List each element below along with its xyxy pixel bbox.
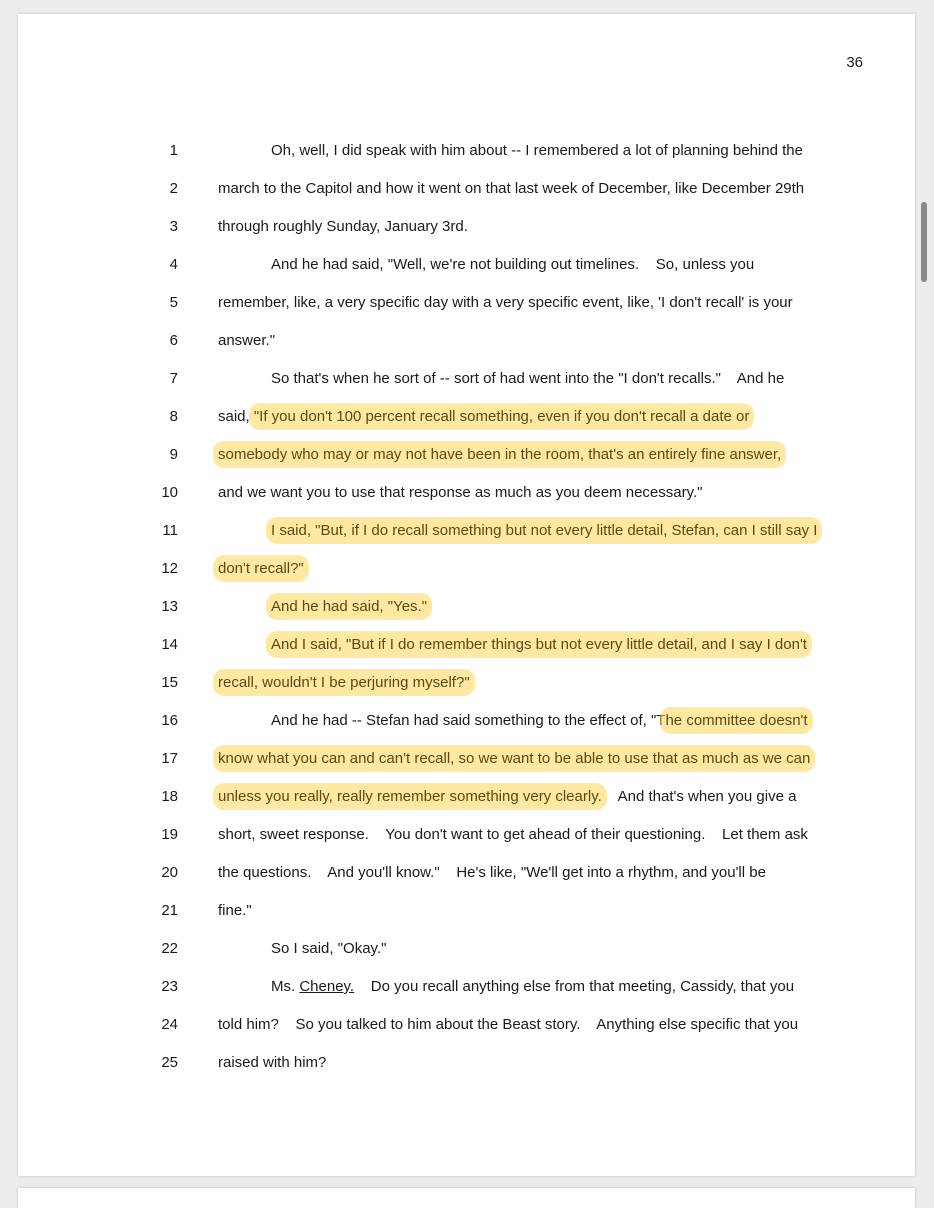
speaker-name: Cheney. bbox=[299, 978, 355, 995]
line-text bbox=[218, 560, 891, 578]
transcript-line bbox=[18, 894, 915, 932]
transcript-line bbox=[18, 628, 915, 666]
line-number: 24 bbox=[161, 1016, 178, 1033]
line-text: Ms. Cheney. Do you recall anything else from that meeting, Cassidy, that you bbox=[271, 978, 795, 995]
transcript-line bbox=[18, 134, 915, 172]
transcript-line bbox=[18, 286, 915, 324]
line-number: 18 bbox=[161, 788, 178, 805]
line-text: And he had said, "Well, we're not building out timelines. So, unless you bbox=[271, 256, 755, 273]
line-number: 10 bbox=[161, 484, 178, 501]
transcript-line bbox=[18, 172, 915, 210]
line-text: And he had -- Stefan had said something to the effect of, "The committee doesn't bbox=[271, 712, 808, 729]
transcript-line bbox=[18, 970, 915, 1008]
transcript-line bbox=[18, 324, 915, 362]
line-number: 14 bbox=[161, 636, 178, 653]
line-text bbox=[271, 522, 891, 540]
highlighted-text: "If you don't 100 percent recall something, even if you don't recall a date or bbox=[253, 408, 750, 425]
transcript-line bbox=[18, 514, 915, 552]
transcript-line bbox=[18, 400, 915, 438]
line-text: So I said, "Okay." bbox=[271, 940, 387, 957]
line-number: 4 bbox=[169, 256, 178, 273]
line-number: 3 bbox=[169, 218, 178, 235]
line-text: said, "If you don't 100 percent recall something, even if you don't recall a date or bbox=[218, 408, 750, 425]
line-text: remember, like, a very specific day with a very specific event, like, 'I don't recall' is your bbox=[218, 294, 793, 311]
transcript-line bbox=[18, 1046, 915, 1084]
line-text: and we want you to use that response as much as you deem necessary." bbox=[218, 484, 703, 501]
transcript-line bbox=[18, 1008, 915, 1046]
transcript-line bbox=[18, 210, 915, 248]
highlighted-text: And I said, "But if I do remember things but not every little detail, and I say I don't bbox=[271, 636, 807, 653]
transcript-line bbox=[18, 818, 915, 856]
line-number: 2 bbox=[169, 180, 178, 197]
line-text: short, sweet response. You don't want to get ahead of their questioning. Let them ask bbox=[218, 826, 808, 843]
transcript-line bbox=[18, 704, 915, 742]
highlighted-text: somebody who may or may not have been in the room, that's an entirely fine answer, bbox=[218, 446, 782, 463]
highlighted-text: don't recall?" bbox=[218, 560, 304, 577]
vertical-scrollbar[interactable] bbox=[920, 14, 930, 1176]
transcript-line bbox=[18, 362, 915, 400]
line-number: 13 bbox=[161, 598, 178, 615]
line-text bbox=[218, 446, 891, 464]
line-number: 6 bbox=[169, 332, 178, 349]
line-number: 8 bbox=[169, 408, 178, 425]
line-text: Oh, well, I did speak with him about -- I remembered a lot of planning behind the bbox=[271, 142, 803, 159]
transcript-line bbox=[18, 780, 915, 818]
next-page-edge bbox=[18, 1188, 915, 1208]
line-text: raised with him? bbox=[218, 1054, 327, 1071]
line-text: So that's when he sort of -- sort of had went into the "I don't recalls." And he bbox=[271, 370, 785, 387]
line-number: 21 bbox=[161, 902, 178, 919]
transcript-line bbox=[18, 742, 915, 780]
line-number: 22 bbox=[161, 940, 178, 957]
document-page bbox=[18, 14, 915, 1176]
line-number: 17 bbox=[161, 750, 178, 767]
line-number: 20 bbox=[161, 864, 178, 881]
line-number: 5 bbox=[169, 294, 178, 311]
line-number: 9 bbox=[169, 446, 178, 463]
transcript-line bbox=[18, 932, 915, 970]
scrollbar-thumb[interactable] bbox=[921, 202, 927, 282]
transcript-line bbox=[18, 248, 915, 286]
transcript-line bbox=[18, 856, 915, 894]
line-text: unless you really, really remember something very clearly. And that's when you give a bbox=[218, 788, 797, 805]
line-number: 23 bbox=[161, 978, 178, 995]
line-text: the questions. And you'll know." He's like, "We'll get into a rhythm, and you'll be bbox=[218, 864, 766, 881]
line-number: 12 bbox=[161, 560, 178, 577]
transcript-line bbox=[18, 590, 915, 628]
line-text bbox=[218, 674, 891, 692]
line-number: 25 bbox=[161, 1054, 178, 1071]
line-number: 7 bbox=[169, 370, 178, 387]
line-number: 19 bbox=[161, 826, 178, 843]
transcript-line bbox=[18, 476, 915, 514]
line-number: 15 bbox=[161, 674, 178, 691]
line-text: through roughly Sunday, January 3rd. bbox=[218, 218, 468, 235]
highlighted-text: And he had said, "Yes." bbox=[271, 598, 428, 615]
line-text: told him? So you talked to him about the Beast story. Anything else specific that you bbox=[218, 1016, 799, 1033]
line-number: 11 bbox=[162, 522, 178, 539]
highlighted-text: know what you can and can't recall, so we want to be able to use that as much as we can bbox=[218, 750, 811, 767]
line-text bbox=[218, 750, 891, 768]
highlighted-text: recall, wouldn't I be perjuring myself?" bbox=[218, 674, 470, 691]
highlighted-text: I said, "But, if I do recall something but not every little detail, Stefan, can I still say I bbox=[271, 522, 818, 539]
line-number: 16 bbox=[161, 712, 178, 729]
transcript-line bbox=[18, 438, 915, 476]
line-number: 1 bbox=[169, 142, 178, 159]
highlighted-text: he committee doesn't bbox=[665, 712, 808, 729]
transcript-line bbox=[18, 666, 915, 704]
line-text: march to the Capitol and how it went on that last week of December, like December 29th bbox=[218, 180, 805, 197]
page-number: 36 bbox=[846, 54, 863, 71]
line-text: fine." bbox=[218, 902, 252, 919]
line-text bbox=[271, 636, 891, 654]
highlighted-text: unless you really, really remember something very clearly. bbox=[218, 788, 602, 805]
transcript-line bbox=[18, 552, 915, 590]
line-text: answer." bbox=[218, 332, 276, 349]
line-text bbox=[271, 598, 891, 616]
